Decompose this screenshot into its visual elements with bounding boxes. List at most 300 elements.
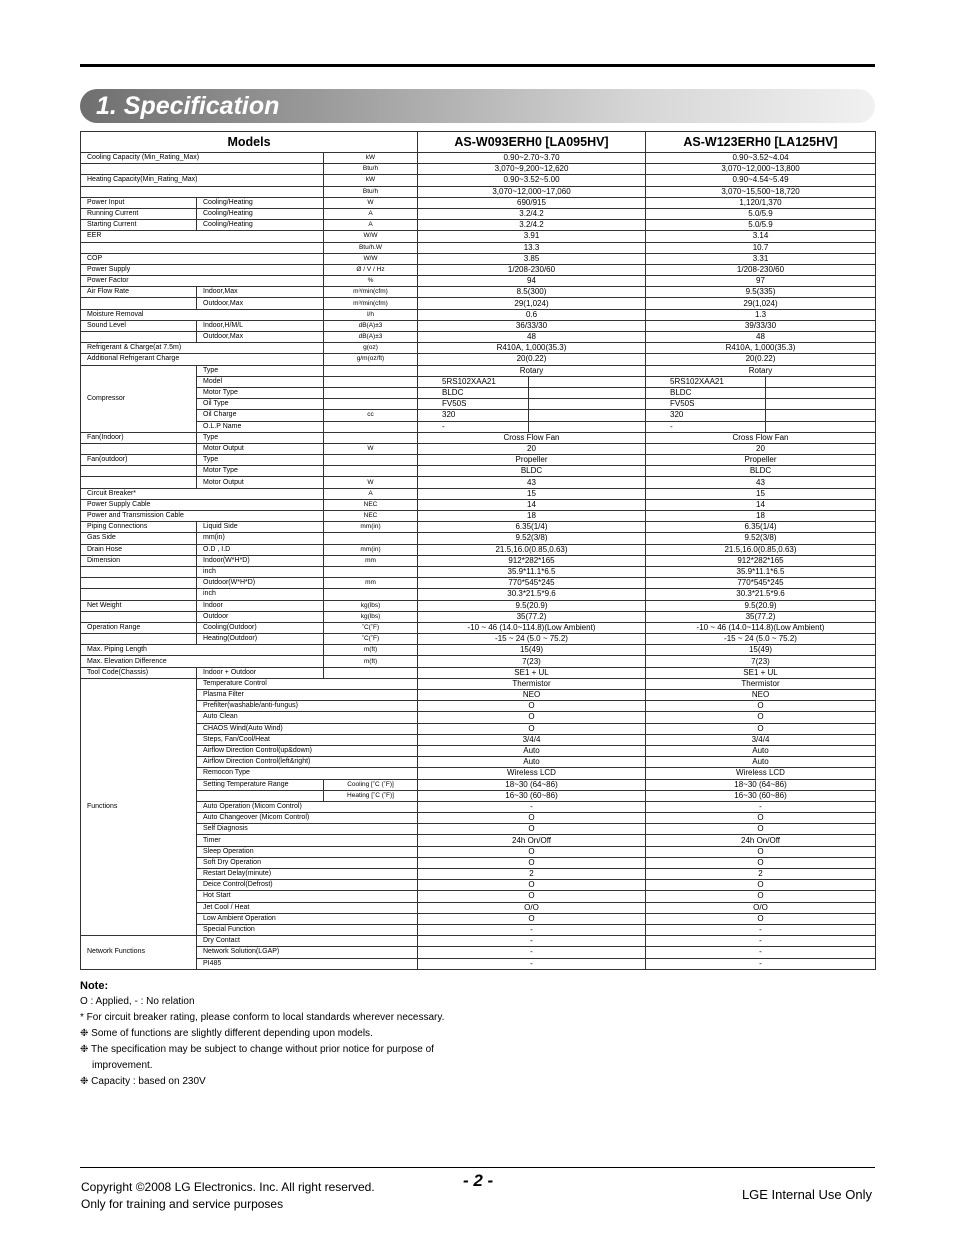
- table-cell: Motor Output: [197, 443, 324, 454]
- table-cell: g/m(oz/ft): [324, 354, 418, 365]
- table-cell: 0.90~3.52~4.04: [646, 153, 876, 164]
- table-row: [81, 522, 876, 533]
- table-cell: 35.9*11.1*6.5: [646, 566, 876, 577]
- table-cell: Wireless LCD: [646, 768, 876, 779]
- table-cell: 10.7: [646, 242, 876, 253]
- table-cell: Type: [197, 455, 324, 466]
- table-cell: 0.90~2.70~3.70: [418, 153, 646, 164]
- table-cell: 15: [646, 488, 876, 499]
- table-cell: Refrigerant & Charge(at 7.5m): [81, 343, 324, 354]
- table-cell: 3.14: [646, 231, 876, 242]
- table-cell: m(ft): [324, 656, 418, 667]
- table-cell: O: [646, 701, 876, 712]
- table-cell: O: [646, 813, 876, 824]
- table-row: [81, 678, 876, 689]
- table-cell: Heating Capacity(Min_Rating_Max): [81, 175, 324, 186]
- internal-use-label: LGE Internal Use Only: [741, 1187, 872, 1202]
- table-cell: 0.90~3.52~5.00: [418, 175, 646, 186]
- table-cell: Motor Type: [197, 387, 324, 398]
- table-cell: 18: [418, 511, 646, 522]
- table-cell: Motor Type: [197, 466, 324, 477]
- table-cell: 1/208-230/60: [418, 264, 646, 275]
- table-row: [81, 287, 876, 298]
- table-cell: Power and Transmission Cable: [81, 511, 324, 522]
- table-cell: Btu/h.W: [324, 242, 418, 253]
- table-row: [81, 533, 876, 544]
- table-cell: Outdoor,Max: [197, 332, 324, 343]
- table-row: [81, 421, 876, 432]
- table-cell: [529, 421, 646, 432]
- table-cell: -: [418, 936, 646, 947]
- table-cell: [766, 410, 876, 421]
- table-cell: Hot Start: [197, 891, 418, 902]
- table-cell: Auto: [418, 757, 646, 768]
- table-cell: 29(1,024): [418, 298, 646, 309]
- copyright: [81, 1179, 375, 1213]
- table-cell: Jet Cool / Heat: [197, 902, 418, 913]
- table-cell: SE1 + UL: [646, 667, 876, 678]
- table-cell: mm: [324, 555, 418, 566]
- table-cell: m³/min(cfm): [324, 298, 418, 309]
- table-row: [81, 600, 876, 611]
- table-cell: O/O: [646, 902, 876, 913]
- footer-rule: [80, 1167, 875, 1168]
- table-row: [81, 175, 876, 186]
- table-cell: -10 ~ 46 (14.0~114.8)(Low Ambient): [646, 622, 876, 633]
- table-cell: Airflow Direction Control(up&down): [197, 745, 418, 756]
- table-row: [81, 566, 876, 577]
- table-cell: O: [646, 723, 876, 734]
- table-row: [81, 846, 876, 857]
- table-cell: Outdoor,Max: [197, 298, 324, 309]
- table-row: [81, 309, 876, 320]
- table-cell: kg(lbs): [324, 611, 418, 622]
- table-cell: O: [646, 846, 876, 857]
- table-cell: 3.85: [418, 253, 646, 264]
- table-cell: R410A, 1,000(35.3): [418, 343, 646, 354]
- table-cell: SE1 + UL: [418, 667, 646, 678]
- copyright-line: Copyright ©2008 LG Electronics. Inc. All right reserved.: [81, 1180, 375, 1194]
- table-cell: m³/min(cfm): [324, 287, 418, 298]
- table-cell: 48: [646, 332, 876, 343]
- table-cell: FV50S: [646, 399, 766, 410]
- table-cell: Air Flow Rate: [81, 287, 197, 298]
- table-cell: Max. Piping Length: [81, 645, 324, 656]
- table-cell: [81, 298, 197, 309]
- table-row: [81, 298, 876, 309]
- table-cell: Cooling Capacity (Min_Rating_Max): [81, 153, 324, 164]
- table-cell: W: [324, 477, 418, 488]
- table-cell: [81, 443, 197, 454]
- table-row: [81, 947, 876, 958]
- table-cell: [324, 387, 418, 398]
- table-cell: 16~30 (60~86): [418, 790, 646, 801]
- table-cell: Timer: [197, 835, 418, 846]
- table-row: [81, 197, 876, 208]
- table-cell: Sleep Operation: [197, 846, 418, 857]
- table-cell: ˚C(˚F): [324, 634, 418, 645]
- table-cell: O: [646, 891, 876, 902]
- table-row: [81, 455, 876, 466]
- table-cell: [81, 578, 197, 589]
- table-cell: -: [646, 936, 876, 947]
- table-row: [81, 488, 876, 499]
- table-row: [81, 399, 876, 410]
- table-cell: Rotary: [418, 365, 646, 376]
- table-cell: [81, 164, 324, 175]
- table-cell: Network Functions: [81, 936, 197, 970]
- table-cell: 18~30 (64~86): [646, 779, 876, 790]
- table-cell: Plasma Filter: [197, 690, 418, 701]
- table-cell: Sound Level: [81, 320, 197, 331]
- table-cell: Btu/h: [324, 186, 418, 197]
- table-cell: 6.35(1/4): [418, 522, 646, 533]
- table-cell: -15 ~ 24 (5.0 ~ 75.2): [418, 634, 646, 645]
- table-cell: [324, 376, 418, 387]
- table-cell: 770*545*245: [646, 578, 876, 589]
- table-cell: Rotary: [646, 365, 876, 376]
- table-cell: [324, 365, 418, 376]
- table-cell: Motor Output: [197, 477, 324, 488]
- table-cell: Cooling(Outdoor): [197, 622, 324, 633]
- table-cell: Power Supply: [81, 264, 324, 275]
- table-cell: W/W: [324, 231, 418, 242]
- table-cell: kg(lbs): [324, 600, 418, 611]
- table-row: [81, 667, 876, 678]
- table-cell: Prefilter(washable/anti-fungus): [197, 701, 418, 712]
- table-cell: [81, 186, 324, 197]
- table-cell: Additional Refrigerant Charge: [81, 354, 324, 365]
- table-cell: O: [418, 712, 646, 723]
- table-cell: 18~30 (64~86): [418, 779, 646, 790]
- table-cell: 20: [418, 443, 646, 454]
- table-cell: 21.5,16.0(0.85,0.63): [646, 544, 876, 555]
- table-cell: -: [646, 958, 876, 969]
- table-cell: Special Function: [197, 924, 418, 935]
- table-cell: [324, 566, 418, 577]
- table-row: [81, 220, 876, 231]
- table-cell: [529, 387, 646, 398]
- table-cell: kW: [324, 153, 418, 164]
- table-cell: inch: [197, 566, 324, 577]
- table-cell: 7(23): [646, 656, 876, 667]
- table-cell: inch: [197, 589, 324, 600]
- table-cell: Liquid Side: [197, 522, 324, 533]
- table-cell: O: [646, 712, 876, 723]
- table-cell: Heating(Outdoor): [197, 634, 324, 645]
- table-cell: 39/33/30: [646, 320, 876, 331]
- table-cell: Heating [˚C (˚F)]: [324, 790, 418, 801]
- table-row: [81, 443, 876, 454]
- table-cell: [81, 566, 197, 577]
- table-cell: Airflow Direction Control(left&right): [197, 757, 418, 768]
- page-number: - 2 -: [463, 1171, 494, 1190]
- table-cell: 43: [646, 477, 876, 488]
- table-cell: O: [418, 723, 646, 734]
- table-cell: Power Factor: [81, 276, 324, 287]
- specification-table: [80, 131, 876, 970]
- table-row: [81, 745, 876, 756]
- table-cell: [529, 399, 646, 410]
- table-cell: ˚C(˚F): [324, 622, 418, 633]
- table-cell: Outdoor(W*H*D): [197, 578, 324, 589]
- table-cell: Operation Range: [81, 622, 197, 633]
- table-cell: COP: [81, 253, 324, 264]
- table-row: [81, 768, 876, 779]
- table-row: [81, 880, 876, 891]
- table-cell: Cross Flow Fan: [646, 432, 876, 443]
- table-cell: CHAOS Wind(Auto Wind): [197, 723, 418, 734]
- table-cell: 9.5(20.9): [418, 600, 646, 611]
- table-cell: [529, 410, 646, 421]
- table-cell: Propeller: [646, 455, 876, 466]
- table-cell: Tool Code(Chassis): [81, 667, 197, 678]
- table-cell: [766, 421, 876, 432]
- table-row: [81, 869, 876, 880]
- table-cell: O: [418, 857, 646, 868]
- table-cell: 20(0.22): [418, 354, 646, 365]
- table-cell: -: [418, 421, 529, 432]
- table-row: [81, 857, 876, 868]
- table-cell: 35(77.2): [646, 611, 876, 622]
- table-cell: -: [646, 947, 876, 958]
- table-cell: Cooling/Heating: [197, 208, 324, 219]
- table-cell: Wireless LCD: [418, 768, 646, 779]
- table-cell: 36/33/30: [418, 320, 646, 331]
- table-row: [81, 645, 876, 656]
- table-cell: 16~30 (60~86): [646, 790, 876, 801]
- table-cell: Cooling/Heating: [197, 197, 324, 208]
- top-rule: [80, 64, 875, 67]
- table-cell: [324, 421, 418, 432]
- title-bar: [80, 89, 875, 123]
- table-cell: -: [418, 958, 646, 969]
- table-cell: O: [418, 913, 646, 924]
- table-cell: 912*282*165: [418, 555, 646, 566]
- table-cell: Deice Control(Defrost): [197, 880, 418, 891]
- table-cell: 3.2/4.2: [418, 208, 646, 219]
- table-cell: Dry Contact: [197, 936, 418, 947]
- table-cell: 94: [418, 276, 646, 287]
- table-cell: O: [646, 913, 876, 924]
- table-cell: Moisture Removal: [81, 309, 324, 320]
- note-line: O : Applied, - : No relation: [80, 996, 195, 1007]
- table-row: [81, 779, 876, 790]
- table-cell: mm(in): [197, 533, 324, 544]
- table-cell: 9.52(3/8): [418, 533, 646, 544]
- table-cell: 20(0.22): [646, 354, 876, 365]
- table-cell: 15: [418, 488, 646, 499]
- table-row: [81, 153, 876, 164]
- table-row: [81, 835, 876, 846]
- table-row: [81, 332, 876, 343]
- table-cell: Auto Operation (Micom Control): [197, 801, 418, 812]
- table-row: [81, 924, 876, 935]
- table-cell: dB(A)±3: [324, 332, 418, 343]
- table-cell: Functions: [81, 678, 197, 935]
- note-line: ❉ The specification may be subject to change without prior notice for purpose of: [80, 1044, 434, 1055]
- table-cell: -10 ~ 46 (14.0~114.8)(Low Ambient): [418, 622, 646, 633]
- table-cell: 30.3*21.5*9.6: [418, 589, 646, 600]
- copyright-line: Only for training and service purposes: [81, 1197, 284, 1211]
- table-cell: O: [418, 880, 646, 891]
- table-row: [81, 477, 876, 488]
- table-cell: l/h: [324, 309, 418, 320]
- table-cell: EER: [81, 231, 324, 242]
- table-cell: Indoor,H/M/L: [197, 320, 324, 331]
- table-cell: O: [646, 857, 876, 868]
- page-title: 1. Specification: [96, 92, 280, 120]
- table-cell: m(ft): [324, 645, 418, 656]
- table-cell: Compressor: [81, 365, 197, 432]
- table-cell: 48: [418, 332, 646, 343]
- table-cell: 43: [418, 477, 646, 488]
- table-cell: -15 ~ 24 (5.0 ~ 75.2): [646, 634, 876, 645]
- model-b-header: AS-W123ERH0 [LA125HV]: [646, 132, 876, 153]
- table-cell: 7(23): [418, 656, 646, 667]
- table-cell: dB(A)±3: [324, 320, 418, 331]
- table-cell: 30.3*21.5*9.6: [646, 589, 876, 600]
- table-cell: 13.3: [418, 242, 646, 253]
- table-cell: Cooling/Heating: [197, 220, 324, 231]
- table-cell: -: [646, 924, 876, 935]
- table-cell: BLDC: [418, 387, 529, 398]
- table-cell: [324, 589, 418, 600]
- table-cell: Setting Temperature Range: [197, 779, 324, 790]
- table-cell: 3,070~12,000~17,060: [418, 186, 646, 197]
- table-cell: Model: [197, 376, 324, 387]
- table-row: [81, 231, 876, 242]
- table-row: [81, 354, 876, 365]
- table-cell: A: [324, 208, 418, 219]
- table-row: [81, 264, 876, 275]
- table-row: [81, 622, 876, 633]
- table-cell: 8.5(300): [418, 287, 646, 298]
- table-row: [81, 555, 876, 566]
- table-cell: Net Weight: [81, 600, 197, 611]
- table-cell: 3,070~15,500~18,720: [646, 186, 876, 197]
- table-cell: Soft Dry Operation: [197, 857, 418, 868]
- table-cell: BLDC: [646, 466, 876, 477]
- table-row: [81, 320, 876, 331]
- table-row: [81, 511, 876, 522]
- table-cell: -: [418, 801, 646, 812]
- table-cell: 3/4/4: [418, 734, 646, 745]
- table-row: [81, 656, 876, 667]
- table-cell: Dimension: [81, 555, 197, 566]
- table-cell: 0.6: [418, 309, 646, 320]
- table-cell: Remocon Type: [197, 768, 418, 779]
- table-row: [81, 936, 876, 947]
- table-row: [81, 958, 876, 969]
- table-cell: NEO: [418, 690, 646, 701]
- table-row: [81, 723, 876, 734]
- table-row: [81, 544, 876, 555]
- table-cell: Thermistor: [646, 678, 876, 689]
- table-cell: g(oz): [324, 343, 418, 354]
- table-cell: BLDC: [418, 466, 646, 477]
- table-cell: Temperature Control: [197, 678, 418, 689]
- table-row: [81, 242, 876, 253]
- notes: [80, 978, 540, 1090]
- table-cell: [324, 399, 418, 410]
- table-cell: Indoor: [197, 600, 324, 611]
- table-row: [81, 690, 876, 701]
- table-cell: 35.9*11.1*6.5: [418, 566, 646, 577]
- table-cell: Running Current: [81, 208, 197, 219]
- table-cell: mm(in): [324, 544, 418, 555]
- table-row: [81, 891, 876, 902]
- table-cell: cc: [324, 410, 418, 421]
- table-cell: [766, 387, 876, 398]
- table-cell: NEO: [646, 690, 876, 701]
- table-row: [81, 589, 876, 600]
- table-cell: A: [324, 488, 418, 499]
- table-row: [81, 164, 876, 175]
- model-a-header: AS-W093ERH0 [LA095HV]: [418, 132, 646, 153]
- table-cell: [81, 634, 197, 645]
- note-line: * For circuit breaker rating, please conform to local standards wherever necessary.: [80, 1012, 445, 1023]
- table-cell: Cooling [˚C (˚F)]: [324, 779, 418, 790]
- table-row: [81, 410, 876, 421]
- table-cell: [81, 611, 197, 622]
- table-cell: W/W: [324, 253, 418, 264]
- table-cell: NEC: [324, 499, 418, 510]
- table-cell: Network Solution(LGAP): [197, 947, 418, 958]
- table-cell: A: [324, 220, 418, 231]
- table-cell: 15(49): [646, 645, 876, 656]
- table-row: [81, 712, 876, 723]
- table-cell: [81, 242, 324, 253]
- table-cell: Oil Type: [197, 399, 324, 410]
- table-cell: Auto: [418, 745, 646, 756]
- table-cell: Auto: [646, 745, 876, 756]
- table-cell: O: [646, 880, 876, 891]
- models-header: Models: [81, 132, 418, 153]
- note-line: ❉ Some of functions are slightly different depending upon models.: [80, 1028, 373, 1039]
- table-cell: -: [418, 924, 646, 935]
- table-cell: 97: [646, 276, 876, 287]
- table-row: [81, 801, 876, 812]
- table-row: [81, 208, 876, 219]
- table-cell: Power Input: [81, 197, 197, 208]
- table-cell: Indoor + Outdoor: [197, 667, 324, 678]
- table-cell: 5.0/5.9: [646, 208, 876, 219]
- table-cell: Auto: [646, 757, 876, 768]
- table-cell: kW: [324, 175, 418, 186]
- table-cell: [197, 790, 324, 801]
- table-cell: Drain Hose: [81, 544, 197, 555]
- table-cell: 29(1,024): [646, 298, 876, 309]
- table-cell: -: [646, 801, 876, 812]
- table-cell: [324, 667, 418, 678]
- table-cell: 0.90~4.54~5.49: [646, 175, 876, 186]
- table-cell: Circuit Breaker*: [81, 488, 324, 499]
- table-row: [81, 734, 876, 745]
- table-cell: Low Ambient Operation: [197, 913, 418, 924]
- table-cell: [766, 399, 876, 410]
- table-row: [81, 432, 876, 443]
- table-cell: Oil Charge: [197, 410, 324, 421]
- table-cell: 1/208-230/60: [646, 264, 876, 275]
- table-cell: 6.35(1/4): [646, 522, 876, 533]
- table-cell: Type: [197, 365, 324, 376]
- table-cell: 3/4/4: [646, 734, 876, 745]
- table-cell: Restart Delay(minute): [197, 869, 418, 880]
- table-cell: Auto Changeover (Micom Control): [197, 813, 418, 824]
- table-cell: Gas Side: [81, 533, 197, 544]
- table-cell: 14: [646, 499, 876, 510]
